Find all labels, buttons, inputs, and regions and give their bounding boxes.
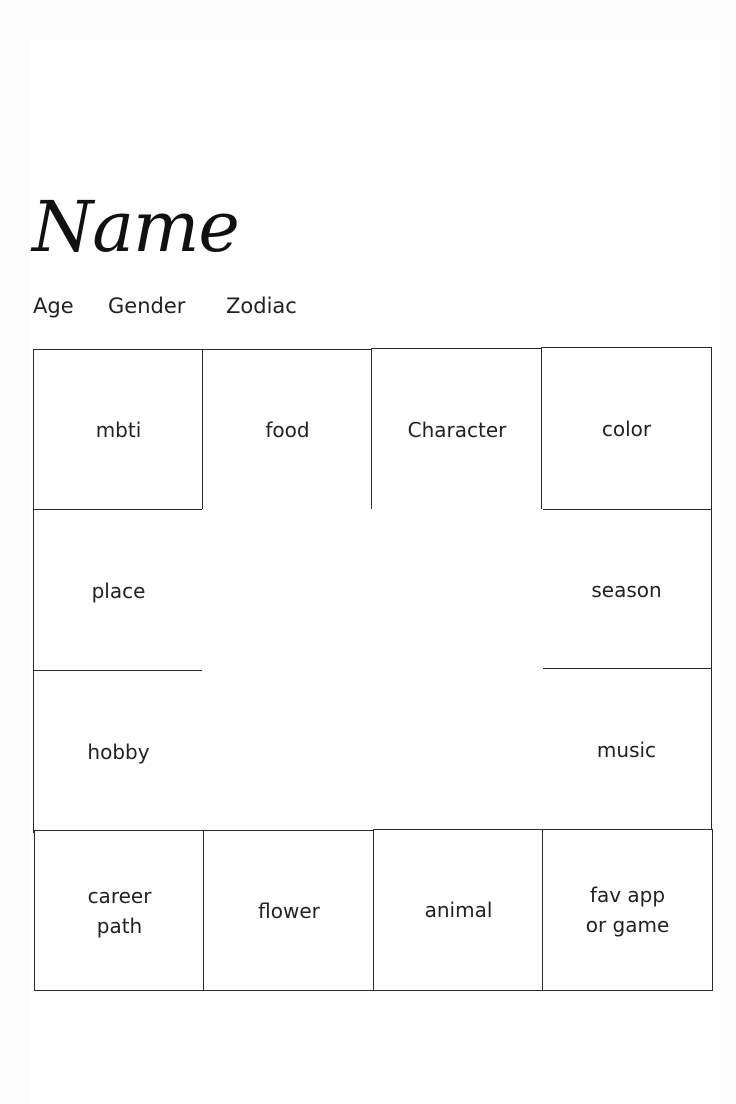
zodiac-label: Zodiac: [226, 294, 297, 318]
grid-cell-place[interactable]: [33, 509, 204, 672]
grid-cell-hobby[interactable]: [33, 670, 204, 833]
cell-label: fav app or game: [585, 883, 670, 937]
grid-cell-music[interactable]: [541, 668, 712, 831]
cell-label: food: [265, 418, 310, 442]
grid-cell-color[interactable]: [541, 347, 712, 511]
gender-label: Gender: [108, 294, 186, 318]
cell-label: mbti: [95, 418, 142, 442]
grid-cell-food[interactable]: [202, 349, 373, 511]
cell-label: season: [591, 577, 662, 602]
cell-label: place: [91, 578, 146, 603]
cell-label: career path: [87, 883, 152, 938]
grid-cell-flower[interactable]: [203, 830, 375, 991]
age-label: Age: [33, 294, 74, 318]
name-heading: Name: [32, 186, 239, 268]
grid-cell-animal[interactable]: [373, 829, 544, 991]
grid-cell-mbti[interactable]: [33, 349, 204, 511]
grid-cell-career-path[interactable]: [34, 830, 205, 991]
cell-label: flower: [258, 898, 320, 923]
grid-cell-character[interactable]: [371, 348, 543, 511]
cell-label: hobby: [87, 739, 150, 764]
cell-label: music: [596, 737, 657, 762]
center-photo-area: [202, 509, 543, 830]
cell-label: animal: [424, 898, 493, 922]
grid-cell-fav-app[interactable]: [542, 829, 713, 991]
cell-label: color: [601, 417, 652, 441]
grid-cell-season[interactable]: [541, 509, 712, 670]
cell-label: Character: [407, 417, 507, 442]
